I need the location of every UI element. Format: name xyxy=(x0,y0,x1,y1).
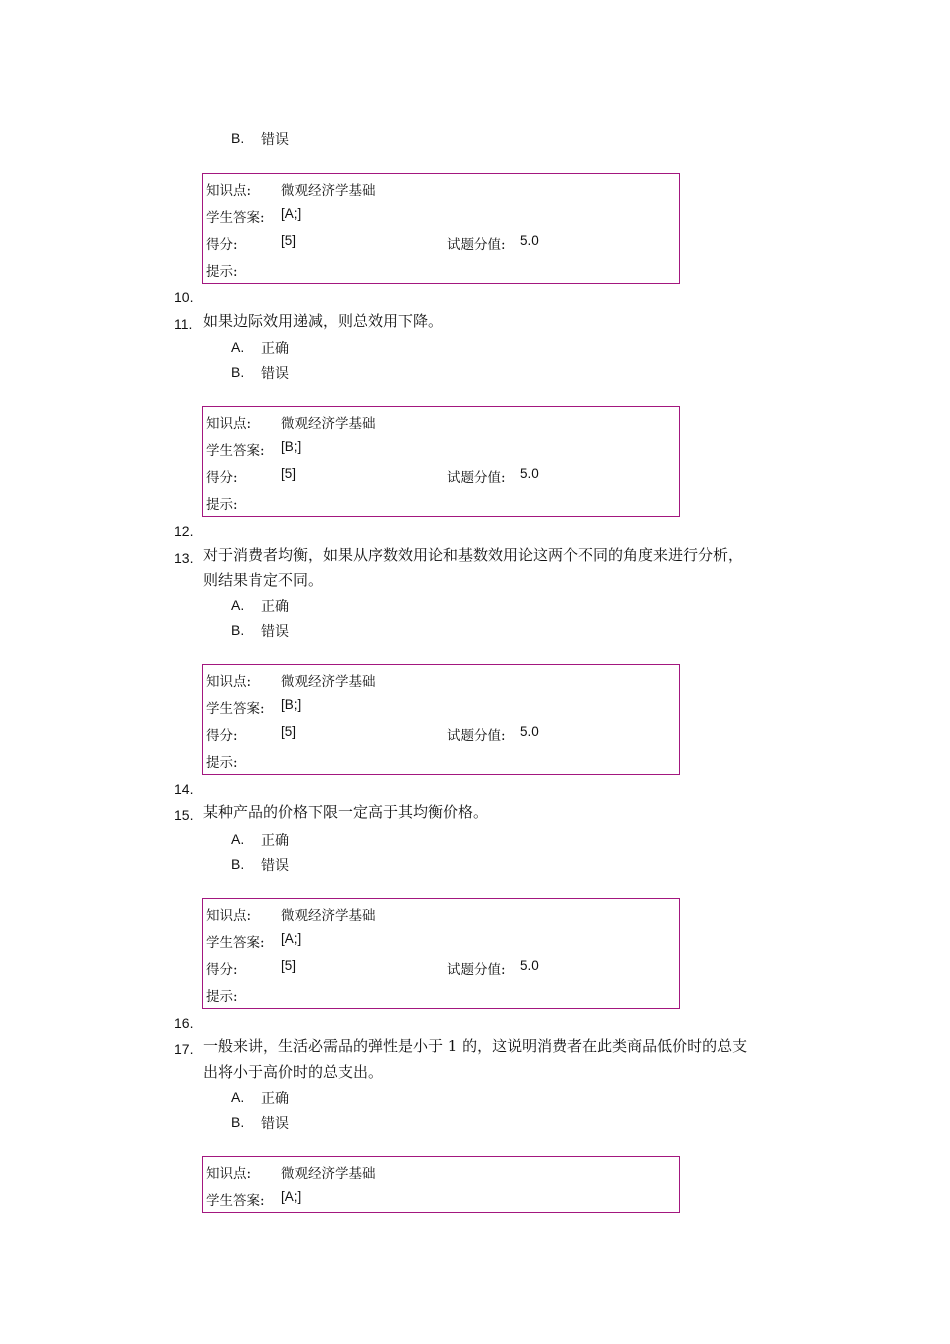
option-text: 错误 xyxy=(261,1116,289,1132)
question-text: 出将小于高价时的总支出。 xyxy=(203,1063,384,1081)
knowledge-label: 知识点: xyxy=(206,183,252,199)
question-text: 如果边际效用递减，则总效用下降。 xyxy=(203,312,444,330)
question-text: 某种产品的价格下限一定高于其均衡价格。 xyxy=(203,803,489,821)
knowledge-value: 微观经济学基础 xyxy=(281,908,376,924)
option-text: 正确 xyxy=(261,1091,289,1107)
score-value: [5] xyxy=(281,724,297,739)
option-text: 错误 xyxy=(261,624,289,640)
value-label: 试题分值: xyxy=(447,470,506,486)
score-label: 得分: xyxy=(206,728,238,744)
option-text: 错误 xyxy=(261,366,289,382)
question-text: 则结果肯定不同。 xyxy=(203,571,324,589)
value-value: 5.0 xyxy=(520,724,539,739)
value-value: 5.0 xyxy=(520,233,539,248)
score-value: [5] xyxy=(281,233,297,248)
hint-label: 提示: xyxy=(206,497,238,513)
answer-info-box xyxy=(202,173,680,284)
question-number: 12. xyxy=(174,523,194,539)
option-text: 正确 xyxy=(261,341,289,357)
answer-value: [A;] xyxy=(281,931,302,946)
hint-label: 提示: xyxy=(206,989,238,1005)
answer-value: [B;] xyxy=(281,439,302,454)
answer-info-box xyxy=(202,1156,680,1213)
option-text: 错误 xyxy=(261,858,289,874)
question-number: 10. xyxy=(174,289,194,305)
answer-info-box xyxy=(202,664,680,775)
knowledge-value: 微观经济学基础 xyxy=(281,674,376,690)
knowledge-label: 知识点: xyxy=(206,1166,252,1182)
value-label: 试题分值: xyxy=(447,237,506,253)
score-label: 得分: xyxy=(206,962,238,978)
option-letter: A. xyxy=(231,1089,245,1105)
knowledge-label: 知识点: xyxy=(206,908,252,924)
option-text: 正确 xyxy=(261,599,289,615)
question-number: 11. xyxy=(174,316,193,332)
answer-value: [A;] xyxy=(281,1189,302,1204)
option-letter: A. xyxy=(231,831,245,847)
knowledge-label: 知识点: xyxy=(206,416,252,432)
answer-info-box xyxy=(202,898,680,1009)
question-number: 15. xyxy=(174,807,194,823)
question-number: 16. xyxy=(174,1015,194,1031)
knowledge-value: 微观经济学基础 xyxy=(281,416,376,432)
option-text: 错误 xyxy=(261,132,289,148)
option-text: 正确 xyxy=(261,833,289,849)
question-text: 对于消费者均衡，如果从序数效用论和基数效用论这两个不同的角度来进行分析， xyxy=(203,546,744,564)
answer-label: 学生答案: xyxy=(206,1193,265,1209)
option-letter: A. xyxy=(231,339,245,355)
knowledge-value: 微观经济学基础 xyxy=(281,183,376,199)
answer-label: 学生答案: xyxy=(206,443,265,459)
option-letter: B. xyxy=(231,364,245,380)
question-number: 14. xyxy=(174,781,194,797)
knowledge-label: 知识点: xyxy=(206,674,252,690)
score-value: [5] xyxy=(281,466,297,481)
option-letter: B. xyxy=(231,130,245,146)
value-label: 试题分值: xyxy=(447,728,506,744)
answer-value: [A;] xyxy=(281,206,302,221)
knowledge-value: 微观经济学基础 xyxy=(281,1166,376,1182)
question-number: 13. xyxy=(174,550,194,566)
score-value: [5] xyxy=(281,958,297,973)
answer-label: 学生答案: xyxy=(206,935,265,951)
question-number: 17. xyxy=(174,1041,194,1057)
hint-label: 提示: xyxy=(206,264,238,280)
answer-label: 学生答案: xyxy=(206,210,265,226)
answer-value: [B;] xyxy=(281,697,302,712)
value-value: 5.0 xyxy=(520,958,539,973)
score-label: 得分: xyxy=(206,237,238,253)
option-letter: A. xyxy=(231,597,245,613)
answer-info-box xyxy=(202,406,680,517)
value-value: 5.0 xyxy=(520,466,539,481)
option-letter: B. xyxy=(231,1114,245,1130)
answer-label: 学生答案: xyxy=(206,701,265,717)
question-text: 一般来讲，生活必需品的弹性是小于 1 的，这说明消费者在此类商品低价时的总支 xyxy=(203,1037,748,1055)
score-label: 得分: xyxy=(206,470,238,486)
option-letter: B. xyxy=(231,856,245,872)
value-label: 试题分值: xyxy=(447,962,506,978)
hint-label: 提示: xyxy=(206,755,238,771)
option-letter: B. xyxy=(231,622,245,638)
